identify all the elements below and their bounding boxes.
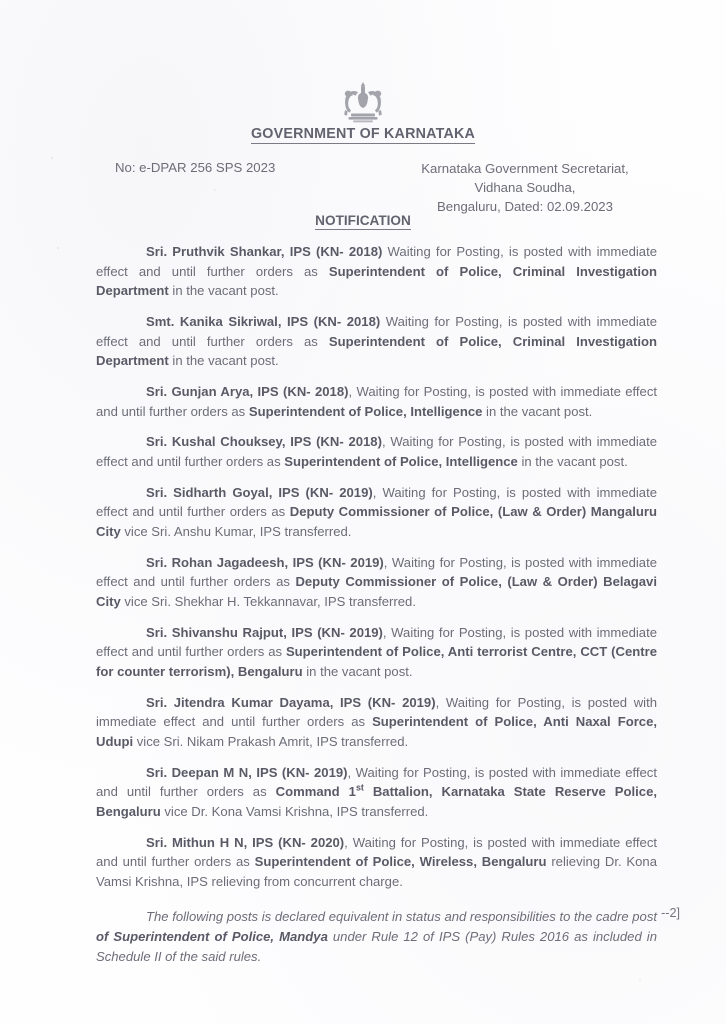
text-run: relieving Dr. Kona Vamsi Krishna, IPS relieving from concurrent charge. <box>96 854 657 889</box>
notification-body <box>96 242 657 977</box>
text-run: Superintendent of Police, Anti terrorist Centre, CCT (Centre for counter terrorism), Bengaluru <box>96 644 657 679</box>
text-run: Waiting for Posting, is posted with immediate effect and until further orders as <box>96 313 658 349</box>
text-run: Sri. Deepan M N, IPS (KN- 2019) <box>146 764 348 780</box>
emblem-container <box>0 80 726 131</box>
paragraph-rohan-jagadeesh <box>96 553 657 612</box>
text-run: Sri. Jitendra Kumar Dayama, IPS (KN- 2019) <box>146 694 436 710</box>
text-run: , Waiting for Posting, is posted with immediate effect and until further orders as <box>96 484 657 520</box>
text-run: Command 1 <box>275 784 356 800</box>
page-marker: --2] <box>661 906 680 920</box>
text-run: , Waiting for Posting, is posted with immediate effect and until further orders as <box>96 554 658 590</box>
address-line-3: Bengaluru, Dated: 02.09.2023 <box>437 199 613 214</box>
text-run: vice Sri. Anshu Kumar, IPS transferred. <box>120 523 352 539</box>
text-run: The following posts is declared equivalent in status and responsibilities to the cadre post <box>146 909 657 925</box>
secretariat-address <box>380 159 670 216</box>
text-run: Sri. Gunjan Arya, IPS (KN- 2018) <box>146 383 349 399</box>
text-run: st <box>355 782 364 793</box>
paragraph-kanika-sikriwal <box>96 312 657 371</box>
text-run: Deputy Commissioner of Police, (Law & Order) Mangaluru City <box>96 504 657 539</box>
paragraph-deepan-m-n <box>96 763 657 822</box>
government-title <box>0 126 726 142</box>
text-run: in the vacant post. <box>482 403 593 419</box>
text-run: Battalion, Karnataka State Reserve Police, Bengaluru <box>96 784 657 819</box>
text-run: Superintendent of Police, Criminal Investigation Department <box>96 333 657 369</box>
text-run: vice Sri. Shekhar H. Tekkannavar, IPS transferred. <box>120 593 416 609</box>
text-run: , Waiting for Posting, is posted with immediate effect and until further orders as <box>96 624 657 660</box>
text-run: , Waiting for Posting, is posted with immediate effect and until further orders as <box>96 434 658 469</box>
text-run: in the vacant post. <box>302 663 413 679</box>
text-run: Superintendent of Police, Intelligence <box>248 403 483 419</box>
paragraph-mithun-h-n <box>96 833 657 892</box>
text-run: Superintendent of Police, Wireless, Bengaluru <box>254 854 547 870</box>
text-run: , Waiting for Posting, is posted with immediate effect and until further orders as <box>96 694 657 730</box>
paragraph-pruthvik-shankar <box>96 242 657 301</box>
text-run: Superintendent of Police, Intelligence <box>284 453 518 469</box>
text-run: Superintendent of Police, Anti Naxal Force, Udupi <box>96 714 658 749</box>
notification-heading-text: NOTIFICATION <box>315 213 411 228</box>
text-run: vice Sri. Nikam Prakash Amrit, IPS transferred. <box>133 733 409 749</box>
text-run: , Waiting for Posting, is posted with immediate effect and until further orders as <box>96 764 657 800</box>
paragraph-gunjan-arya <box>96 382 657 421</box>
paragraph-sidharth-goyal <box>96 483 657 542</box>
address-line-1: Karnataka Government Secretariat, <box>421 161 629 176</box>
text-run: Sri. Kushal Chouksey, IPS (KN- 2018) <box>146 434 382 450</box>
text-run: , Waiting for Posting, is posted with immediate effect and until further orders as <box>96 834 658 870</box>
karnataka-state-emblem-icon <box>334 80 392 126</box>
text-run: under Rule 12 of IPS (Pay) Rules 2016 as included in Schedule II of the said rules. <box>96 928 657 964</box>
reference-number: No: e-DPAR 256 SPS 2023 <box>115 160 276 175</box>
text-run: Sri. Pruthvik Shankar, IPS (KN- 2018) <box>146 244 383 259</box>
text-run: Sri. Sidharth Goyal, IPS (KN- 2019) <box>146 484 373 500</box>
text-run: of Superintendent of Police, Mandya <box>96 928 328 944</box>
government-title-text: GOVERNMENT OF KARNATAKA <box>250 126 476 142</box>
text-run: Smt. Kanika Sikriwal, IPS (KN- 2018) <box>146 313 381 329</box>
text-run: Sri. Rohan Jagadeesh, IPS (KN- 2019) <box>146 554 384 570</box>
paragraph-kushal-chouksey <box>96 432 657 471</box>
text-run: Sri. Mithun H N, IPS (KN- 2020) <box>146 834 345 850</box>
paragraph-shivanshu-rajput <box>96 623 657 682</box>
address-line-2: Vidhana Soudha, <box>474 180 576 195</box>
text-run: Deputy Commissioner of Police, (Law & Order) Belagavi City <box>96 574 657 609</box>
text-run: in the vacant post. <box>168 353 279 369</box>
text-run: in the vacant post. <box>168 283 279 299</box>
text-run: Superintendent of Police, Criminal Investigation Department <box>96 263 657 299</box>
paragraph-jitendra-kumar-dayama <box>96 693 657 752</box>
text-run: vice Dr. Kona Vamsi Krishna, IPS transferred. <box>160 803 429 819</box>
text-run: in the vacant post. <box>517 453 628 469</box>
notification-heading <box>0 213 726 228</box>
text-run: , Waiting for Posting, is posted with immediate effect and until further orders as <box>96 383 658 419</box>
text-run: Waiting for Posting, is posted with immediate effect and until further orders as <box>96 244 658 279</box>
text-run: Sri. Shivanshu Rajput, IPS (KN- 2019) <box>146 624 383 640</box>
